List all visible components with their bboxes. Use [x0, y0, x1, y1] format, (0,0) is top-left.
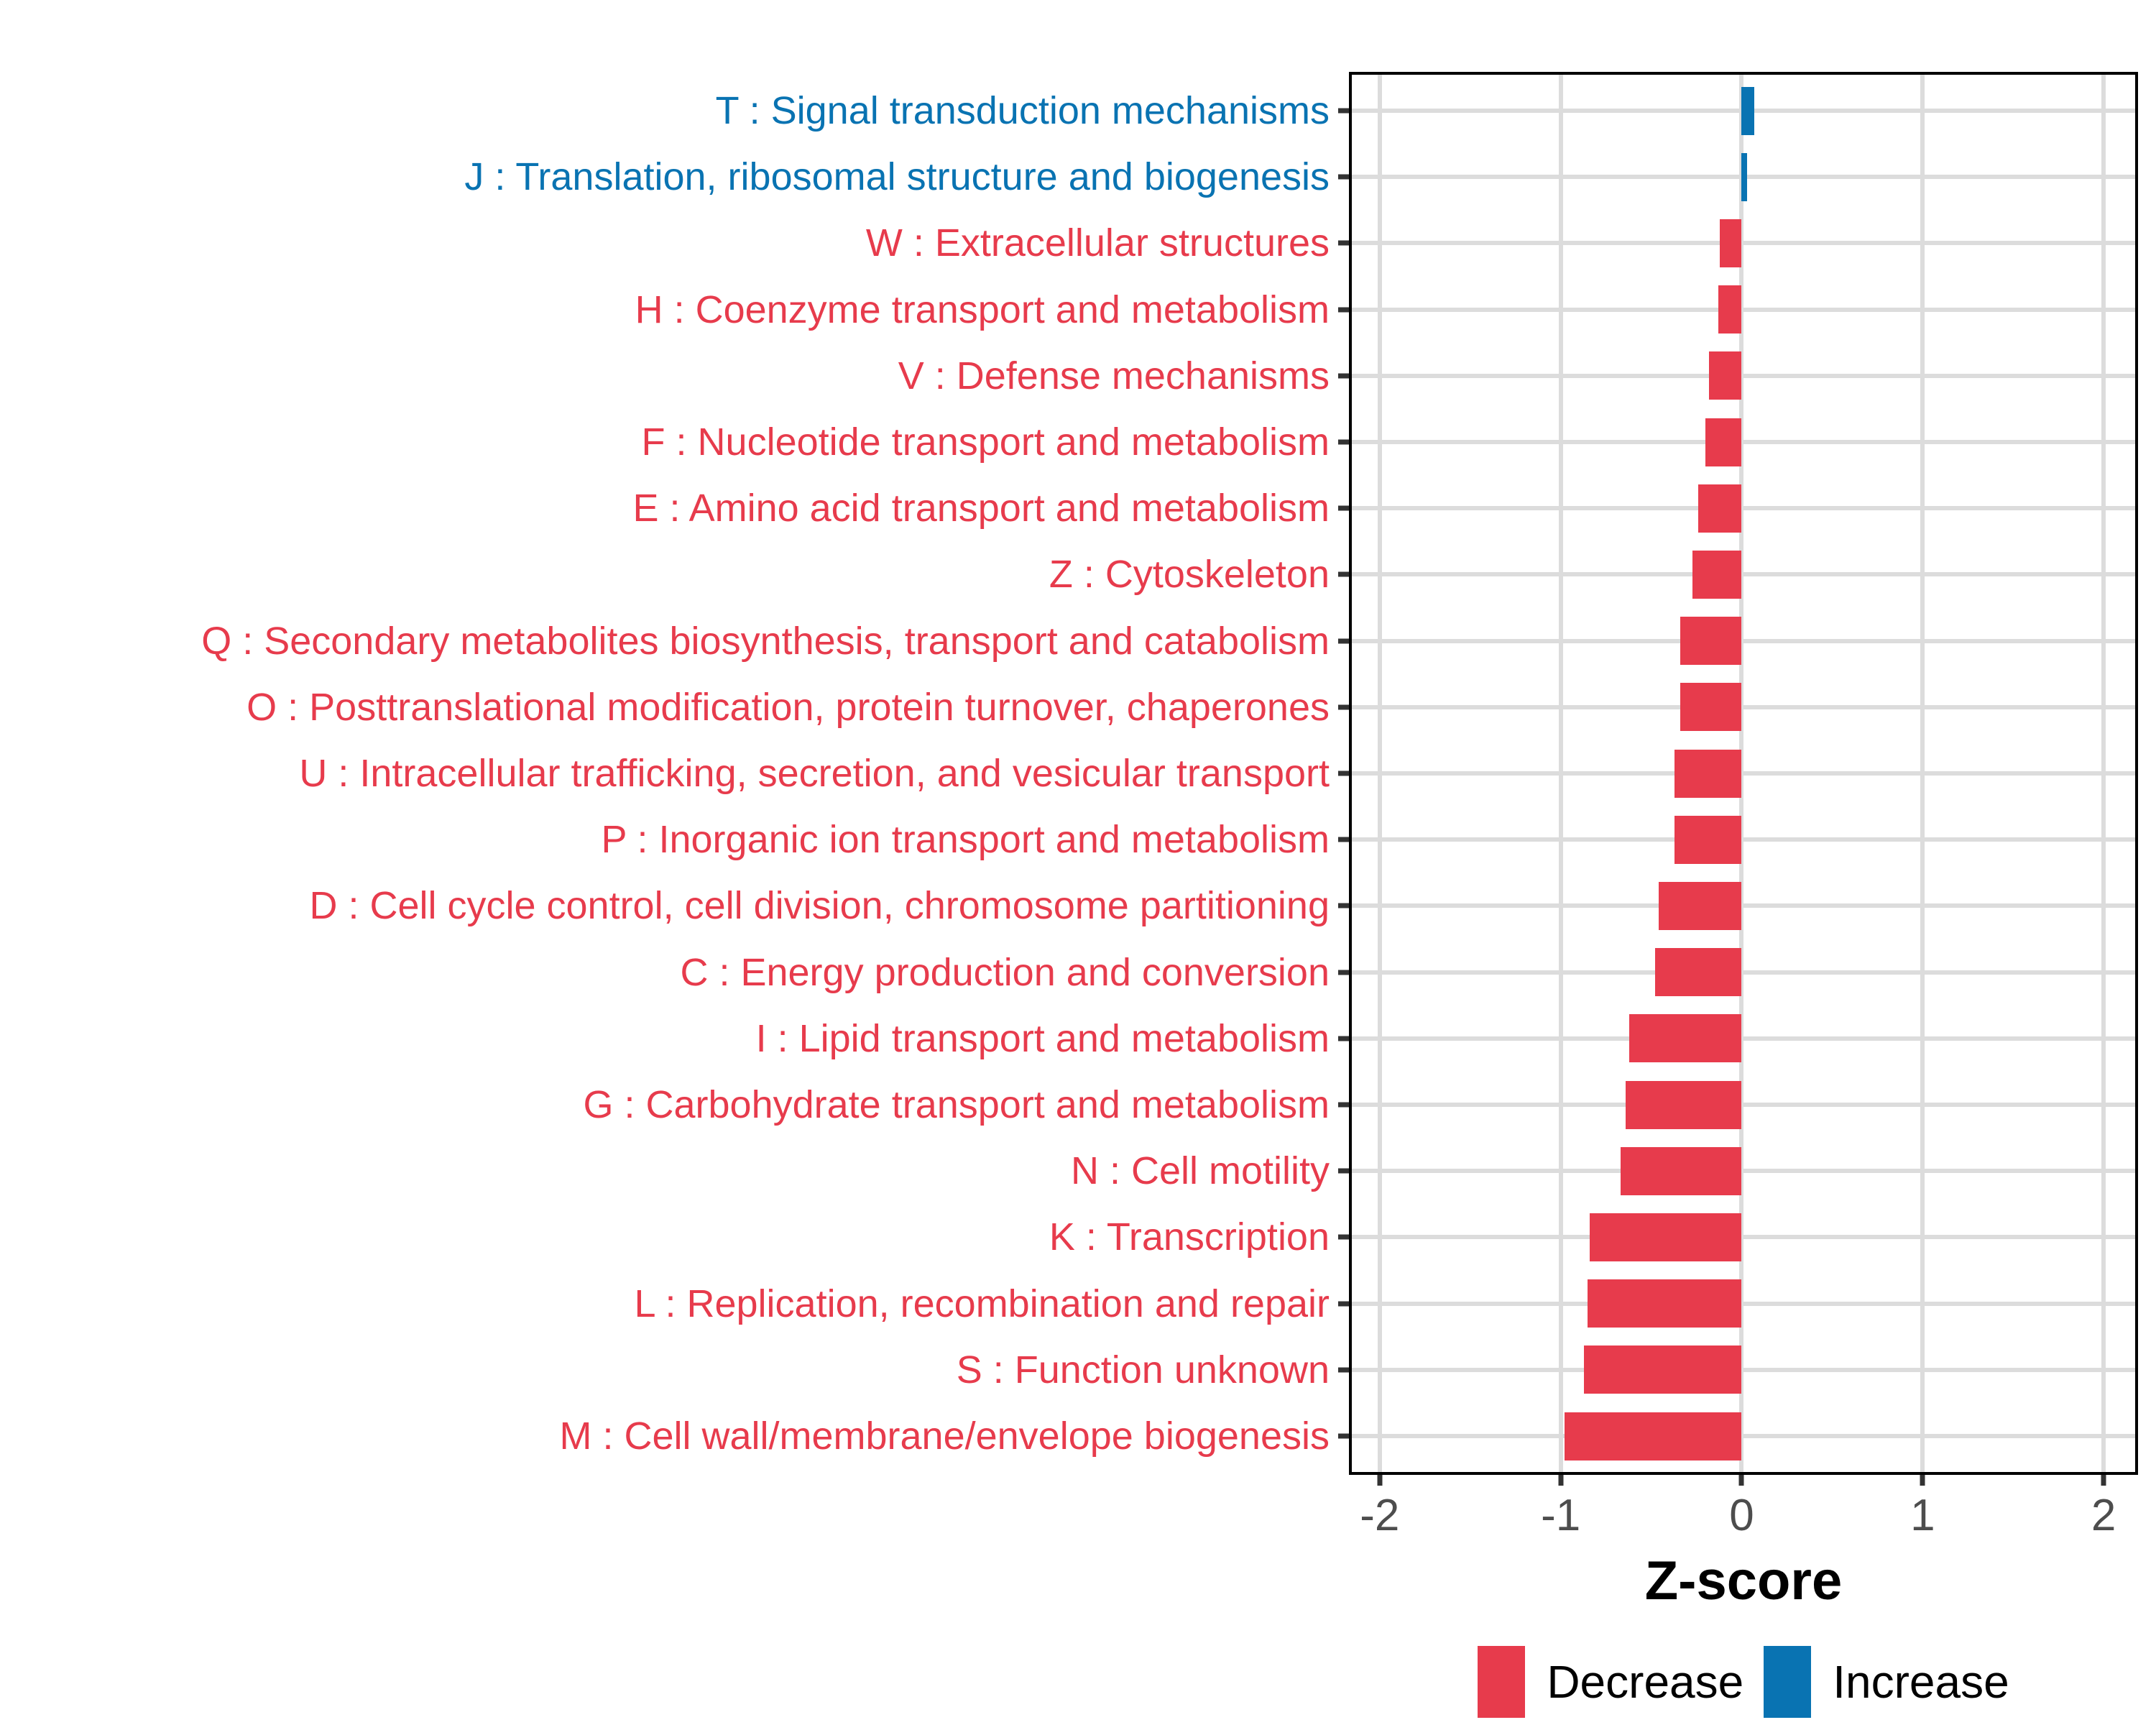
bar-E [1698, 484, 1741, 533]
bar-L [1588, 1279, 1741, 1328]
y-gridline [1349, 440, 2138, 444]
x-tick-label: -2 [1360, 1491, 1400, 1540]
bar-M [1565, 1412, 1742, 1460]
bar-V [1709, 351, 1741, 400]
y-gridline [1349, 1103, 2138, 1107]
x-tick-label: 1 [1910, 1491, 1935, 1540]
category-label-T: T : Signal transduction mechanisms [715, 89, 1330, 132]
category-label-H: H : Coenzyme transport and metabolism [635, 288, 1330, 331]
bar-W [1720, 219, 1741, 267]
y-gridline [1349, 771, 2138, 776]
bar-P [1674, 816, 1741, 864]
category-label-P: P : Inorganic ion transport and metabolism [601, 818, 1330, 862]
y-gridline [1349, 705, 2138, 709]
category-label-J: J : Translation, ribosomal structure and biogenesis [464, 155, 1330, 199]
category-label-E: E : Amino acid transport and metabolism [632, 487, 1330, 530]
bar-C [1655, 948, 1742, 996]
y-gridline [1349, 506, 2138, 510]
y-tick [1338, 440, 1349, 445]
bar-Z [1692, 551, 1741, 599]
bar-H [1718, 285, 1742, 334]
bar-K [1590, 1213, 1742, 1261]
legend-item-decrease [1478, 1646, 1743, 1718]
y-gridline [1349, 1302, 2138, 1306]
category-label-S: S : Function unknown [956, 1348, 1330, 1392]
bar-F [1705, 418, 1741, 466]
y-tick [1338, 175, 1349, 180]
y-gridline [1349, 308, 2138, 312]
bar-J [1741, 153, 1747, 201]
bar-O [1680, 683, 1742, 731]
y-tick [1338, 109, 1349, 114]
category-label-U: U : Intracellular trafficking, secretion, and vesicular transport [299, 752, 1330, 795]
y-tick [1338, 1169, 1349, 1174]
bar-G [1626, 1081, 1741, 1129]
y-tick [1338, 1367, 1349, 1372]
y-tick [1338, 1036, 1349, 1041]
legend-key-increase-swatch [1764, 1646, 1811, 1718]
y-gridline [1349, 1169, 2138, 1173]
x-tick-label: 0 [1729, 1491, 1754, 1540]
y-tick [1338, 837, 1349, 842]
bar-T [1741, 87, 1754, 135]
y-tick [1338, 506, 1349, 511]
y-tick [1338, 704, 1349, 709]
y-tick [1338, 638, 1349, 643]
category-label-F: F : Nucleotide transport and metabolism [641, 420, 1330, 464]
y-gridline [1349, 639, 2138, 643]
legend-item-increase [1764, 1646, 2009, 1718]
category-label-N: N : Cell motility [1070, 1149, 1330, 1193]
x-tick [2101, 1475, 2106, 1486]
bar-U [1674, 750, 1741, 798]
category-label-M: M : Cell wall/membrane/envelope biogenesis [559, 1414, 1330, 1458]
legend-label: Increase [1833, 1656, 2009, 1708]
bar-N [1621, 1147, 1742, 1195]
category-label-Q: Q : Secondary metabolites biosynthesis, transport and catabolism [201, 619, 1330, 663]
legend [1349, 1646, 2138, 1718]
y-gridline [1349, 1036, 2138, 1041]
x-tick [1558, 1475, 1563, 1486]
y-gridline [1349, 572, 2138, 576]
bar-D [1659, 882, 1742, 930]
x-tick [1377, 1475, 1382, 1486]
y-tick [1338, 970, 1349, 975]
y-gridline [1349, 1434, 2138, 1438]
legend-key-decrease-swatch [1478, 1646, 1525, 1718]
category-label-W: W : Extracellular structures [865, 221, 1330, 265]
y-gridline [1349, 241, 2138, 245]
x-tick-label: 2 [2091, 1491, 2116, 1540]
y-tick [1338, 1235, 1349, 1240]
category-label-V: V : Defense mechanisms [898, 354, 1330, 397]
y-tick [1338, 572, 1349, 577]
bar-Q [1680, 617, 1742, 665]
category-label-Z: Z : Cytoskeleton [1049, 553, 1330, 597]
plot-panel [1349, 72, 2138, 1475]
y-tick [1338, 903, 1349, 908]
y-gridline [1349, 903, 2138, 908]
y-tick [1338, 241, 1349, 246]
category-label-K: K : Transcription [1049, 1215, 1330, 1259]
x-tick-label: -1 [1541, 1491, 1581, 1540]
x-axis-title: Z-score [1644, 1550, 1843, 1611]
bar-S [1584, 1346, 1741, 1394]
y-tick [1338, 1103, 1349, 1108]
legend-label: Decrease [1547, 1656, 1744, 1708]
category-label-I: I : Lipid transport and metabolism [755, 1016, 1330, 1060]
y-gridline [1349, 970, 2138, 975]
y-tick [1338, 1301, 1349, 1306]
y-tick [1338, 373, 1349, 378]
x-tick [1739, 1475, 1744, 1486]
category-label-D: D : Cell cycle control, cell division, chromosome partitioning [309, 884, 1330, 928]
category-label-O: O : Posttranslational modification, protein turnover, chaperones [247, 685, 1330, 729]
y-tick [1338, 771, 1349, 776]
y-tick [1338, 1434, 1349, 1439]
y-gridline [1349, 837, 2138, 842]
y-gridline [1349, 374, 2138, 378]
y-gridline [1349, 1368, 2138, 1372]
y-tick [1338, 307, 1349, 312]
category-label-C: C : Energy production and conversion [680, 950, 1330, 994]
bar-I [1629, 1014, 1741, 1062]
category-label-G: G : Carbohydrate transport and metabolism [583, 1083, 1330, 1126]
category-label-L: L : Replication, recombination and repair [634, 1282, 1330, 1325]
x-tick [1920, 1475, 1925, 1486]
y-gridline [1349, 1235, 2138, 1239]
